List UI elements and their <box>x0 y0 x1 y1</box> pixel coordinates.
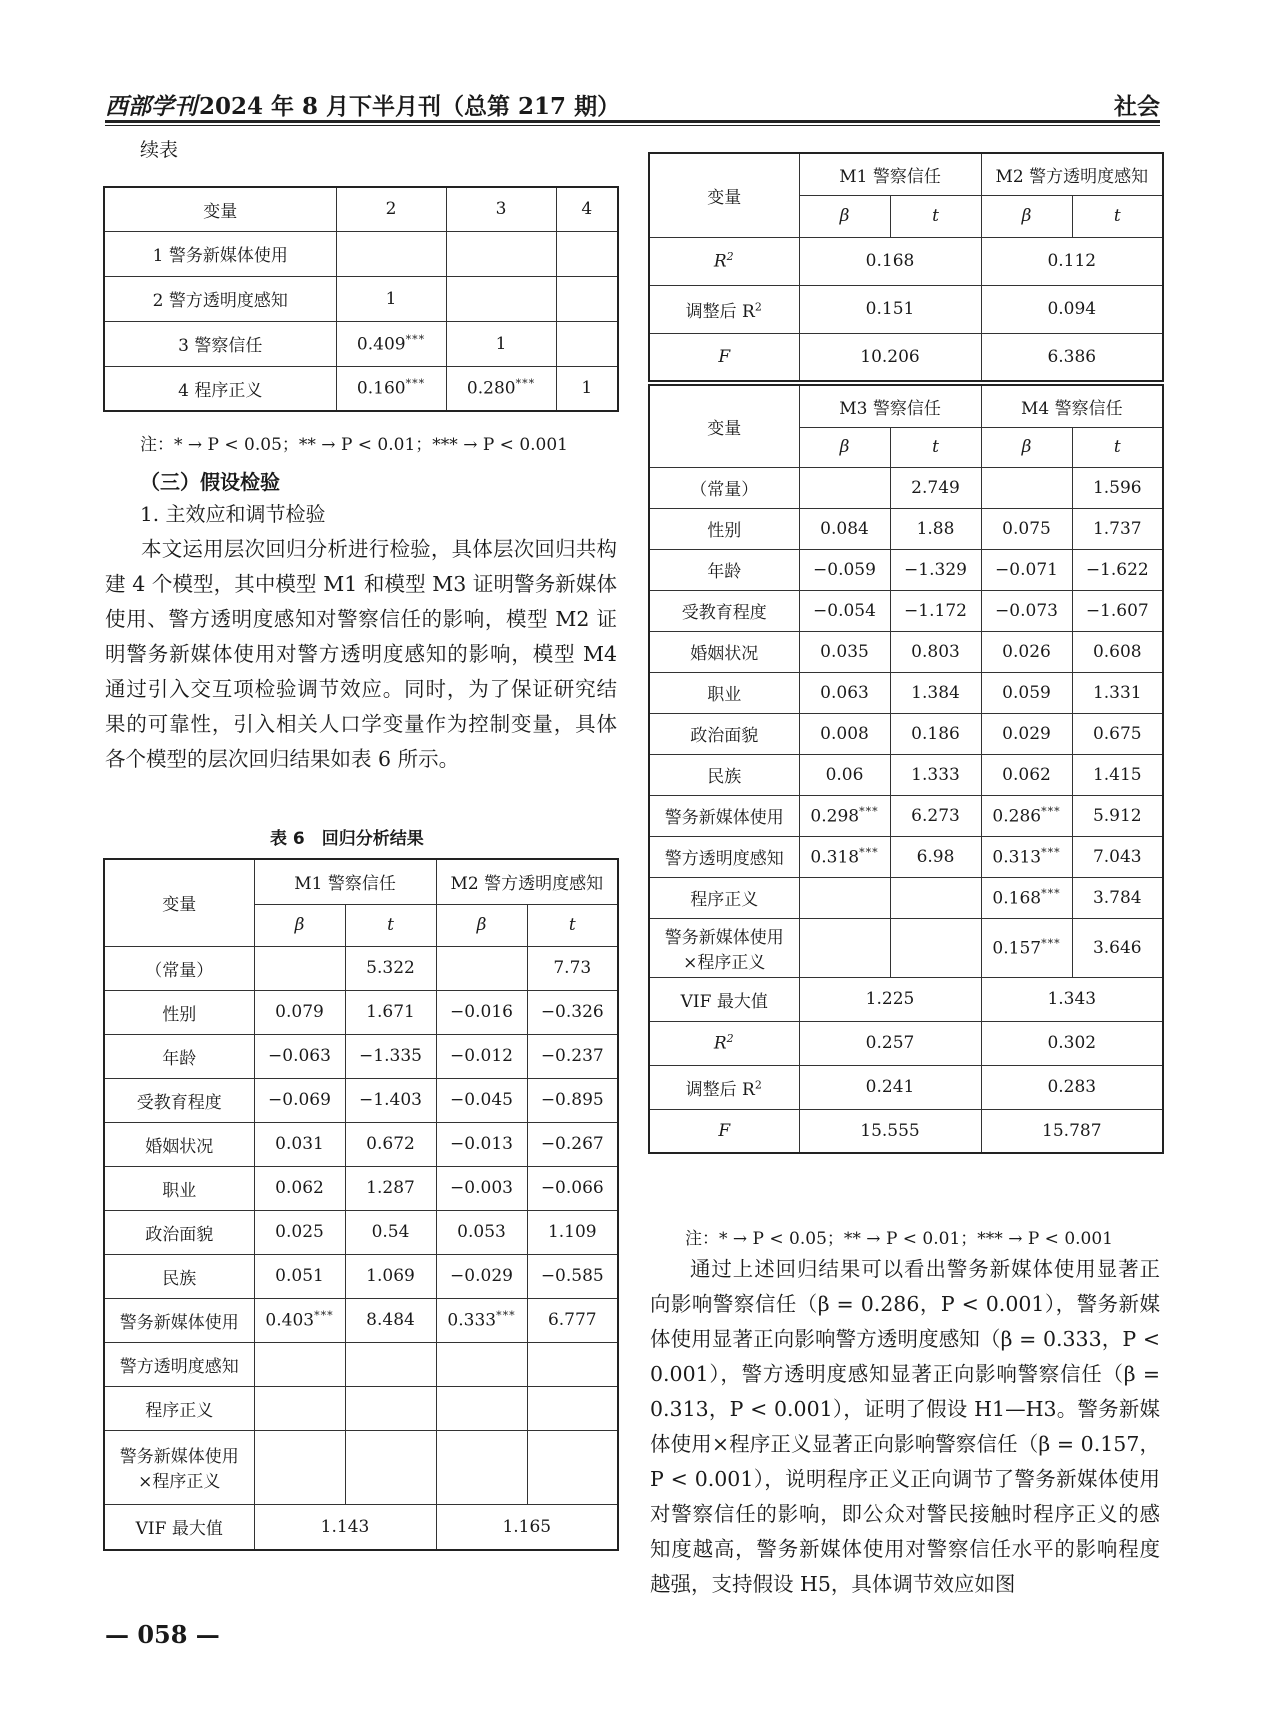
table-cell: −0.066 <box>527 1166 618 1210</box>
row-label: 职业 <box>649 672 799 713</box>
table-cell: −1.172 <box>890 590 981 631</box>
table-cell: 6.98 <box>890 836 981 877</box>
table-row <box>104 946 618 990</box>
table-row <box>104 1034 618 1078</box>
table-row <box>104 1122 618 1166</box>
corr-cell: 0.160*** <box>336 366 446 411</box>
table-cell <box>436 1342 527 1386</box>
regression-table-6 <box>103 858 619 1551</box>
regression-table-6-cont-top <box>648 152 1164 382</box>
table-cell: 3.646 <box>1072 918 1163 977</box>
page-header <box>105 88 1160 122</box>
table-cell: 1.287 <box>345 1166 436 1210</box>
table-cell: 0.672 <box>345 1122 436 1166</box>
table-row <box>104 1298 618 1342</box>
f-label: F <box>649 1109 799 1153</box>
table-cell: 1.671 <box>345 990 436 1034</box>
t-header: t <box>527 904 618 946</box>
table-cell: −0.045 <box>436 1078 527 1122</box>
table-cell: −0.013 <box>436 1122 527 1166</box>
table-row <box>649 672 1163 713</box>
corr-cell: 1 <box>556 366 618 411</box>
row-label: （常量） <box>649 467 799 508</box>
model-header-m2: M2 警方透明度感知 <box>436 859 618 904</box>
table-cell <box>345 1342 436 1386</box>
t-header: t <box>890 195 981 237</box>
corr-cell: 1 <box>446 321 556 366</box>
table-cell <box>890 877 981 918</box>
r2-m3: 0.257 <box>799 1021 981 1065</box>
section-label: 社会 <box>1114 93 1160 120</box>
vif-m2: 1.165 <box>436 1504 618 1550</box>
continued-label: 续表 <box>140 139 179 161</box>
corr-cell <box>336 231 446 276</box>
table-cell: −1.607 <box>1072 590 1163 631</box>
corr-cell <box>446 276 556 321</box>
subsection-title: 1. 主效应和调节检验 <box>140 502 326 526</box>
adj-r2-label: 调整后 $R^2$ <box>649 285 799 333</box>
table-cell: 0.333*** <box>436 1298 527 1342</box>
f-m1: 10.206 <box>799 333 981 381</box>
table-cell <box>799 877 890 918</box>
table-row <box>104 990 618 1034</box>
row-label: 程序正义 <box>649 877 799 918</box>
table-cell: −0.016 <box>436 990 527 1034</box>
table-cell: −0.012 <box>436 1034 527 1078</box>
table-cell <box>254 1386 345 1430</box>
significance-note-2: 注：* → P < 0.05；** → P < 0.01；*** → P < 0.001 <box>685 1229 1113 1249</box>
vif-m4: 1.343 <box>981 977 1163 1021</box>
table-cell: 0.403*** <box>254 1298 345 1342</box>
row-label: 性别 <box>649 508 799 549</box>
page-number: — 058 — <box>105 1620 220 1649</box>
corr-header: 2 <box>336 187 446 231</box>
t-header: t <box>890 427 981 467</box>
vif-m1: 1.143 <box>254 1504 436 1550</box>
table-cell: −0.071 <box>981 549 1072 590</box>
regression-table-6-cont-bottom <box>648 384 1164 1154</box>
table-cell: −0.063 <box>254 1034 345 1078</box>
t-header: t <box>1072 195 1163 237</box>
row-label: 政治面貌 <box>104 1210 254 1254</box>
table-cell: 0.286*** <box>981 795 1072 836</box>
t-header: t <box>1072 427 1163 467</box>
row-label: 年龄 <box>649 549 799 590</box>
table-cell: 5.912 <box>1072 795 1163 836</box>
table-cell: 6.273 <box>890 795 981 836</box>
table-row <box>104 1078 618 1122</box>
table-row <box>649 508 1163 549</box>
section-title: （三）假设检验 <box>140 470 280 494</box>
row-label: 婚姻状况 <box>649 631 799 672</box>
corr-var: 4 程序正义 <box>104 366 336 411</box>
row-label: 警方透明度感知 <box>649 836 799 877</box>
var-header: 变量 <box>104 859 254 946</box>
table-cell: 2.749 <box>890 467 981 508</box>
row-label: 民族 <box>104 1254 254 1298</box>
table-cell: −1.329 <box>890 549 981 590</box>
table-cell <box>799 467 890 508</box>
corr-cell <box>446 231 556 276</box>
table-cell <box>254 946 345 990</box>
corr-cell <box>556 231 618 276</box>
table-cell: 0.075 <box>981 508 1072 549</box>
body-paragraph-1: 本文运用层次回归分析进行检验，具体层次回归共构建 4 个模型，其中模型 M1 和模型 M3 证明警务新媒体使用、警方透明度感知对警察信任的影响，模型 M2 证明警务新媒体使用对警方透明度感知的影响，模型 M4 通过引入交互项检验调节效应。同时，为了保证研究结果的可靠性，引入相关人口学变量作为控制变量，具体各个模型的层次回归结果如表 6 所示。 <box>105 537 617 771</box>
f-m2: 6.386 <box>981 333 1163 381</box>
model-header-m2: M2 警方透明度感知 <box>981 153 1163 195</box>
table-cell: 0.026 <box>981 631 1072 672</box>
table-row <box>104 1342 618 1386</box>
table-cell <box>436 1430 527 1504</box>
table-cell: 0.029 <box>981 713 1072 754</box>
corr-cell: 0.280*** <box>446 366 556 411</box>
var-header: 变量 <box>649 385 799 467</box>
table-cell: 0.025 <box>254 1210 345 1254</box>
adj-r2-label: 调整后 $R^2$ <box>649 1065 799 1109</box>
corr-cell <box>556 321 618 366</box>
table-cell: 7.043 <box>1072 836 1163 877</box>
adj-r2-m2: 0.094 <box>981 285 1163 333</box>
table-cell: 0.318*** <box>799 836 890 877</box>
table-row <box>104 1386 618 1430</box>
row-label: 受教育程度 <box>649 590 799 631</box>
table-cell: 0.062 <box>254 1166 345 1210</box>
corr-var: 2 警方透明度感知 <box>104 276 336 321</box>
table-cell: 0.157*** <box>981 918 1072 977</box>
table-cell: 1.333 <box>890 754 981 795</box>
table-cell: 1.384 <box>890 672 981 713</box>
table-cell: −1.622 <box>1072 549 1163 590</box>
model-header-m1: M1 警察信任 <box>254 859 436 904</box>
corr-cell: 0.409*** <box>336 321 446 366</box>
table-cell <box>436 1386 527 1430</box>
table-cell: 0.008 <box>799 713 890 754</box>
adj-r2-m1: 0.151 <box>799 285 981 333</box>
table-row <box>649 631 1163 672</box>
vif-label: VIF 最大值 <box>649 977 799 1021</box>
table-cell: −0.267 <box>527 1122 618 1166</box>
row-label: 警方透明度感知 <box>104 1342 254 1386</box>
header-rule <box>105 120 1160 123</box>
table-cell <box>527 1430 618 1504</box>
f-m4: 15.787 <box>981 1109 1163 1153</box>
table-cell: 0.062 <box>981 754 1072 795</box>
table-row <box>649 877 1163 918</box>
table-cell: −0.059 <box>799 549 890 590</box>
significance-note: 注：* → P < 0.05；** → P < 0.01；*** → P < 0.001 <box>140 435 568 455</box>
interaction-label: 警务新媒体使用 ×程序正义 <box>104 1430 254 1504</box>
corr-cell: 1 <box>336 276 446 321</box>
table-cell <box>345 1430 436 1504</box>
table-row <box>104 1210 618 1254</box>
row-label: 警务新媒体使用 <box>649 795 799 836</box>
table-cell: 0.035 <box>799 631 890 672</box>
table-cell: 1.88 <box>890 508 981 549</box>
table-cell: 1.737 <box>1072 508 1163 549</box>
table-cell: 0.06 <box>799 754 890 795</box>
table-cell <box>254 1342 345 1386</box>
table-cell: 0.063 <box>799 672 890 713</box>
correlation-table <box>103 186 619 412</box>
row-label: 年龄 <box>104 1034 254 1078</box>
r2-m4: 0.302 <box>981 1021 1163 1065</box>
journal-logo: 西部学刊 <box>105 93 197 120</box>
table-cell <box>981 467 1072 508</box>
beta-header: β <box>981 427 1072 467</box>
issue-label: 2024 年 8 月下半月刊（总第 217 期） <box>199 93 621 120</box>
table-cell: 0.54 <box>345 1210 436 1254</box>
table-row <box>649 713 1163 754</box>
row-label: 政治面貌 <box>649 713 799 754</box>
row-label: 受教育程度 <box>104 1078 254 1122</box>
table-cell: 0.051 <box>254 1254 345 1298</box>
table-cell: 0.059 <box>981 672 1072 713</box>
table-cell: −0.054 <box>799 590 890 631</box>
table-cell: −1.335 <box>345 1034 436 1078</box>
table-cell <box>254 1430 345 1504</box>
table-cell <box>436 946 527 990</box>
model-header-m1: M1 警察信任 <box>799 153 981 195</box>
table-cell <box>345 1386 436 1430</box>
row-label: 婚姻状况 <box>104 1122 254 1166</box>
vif-m3: 1.225 <box>799 977 981 1021</box>
table-cell: −0.069 <box>254 1078 345 1122</box>
beta-header: β <box>799 195 890 237</box>
model-header-m4: M4 警察信任 <box>981 385 1163 427</box>
table-cell: 0.186 <box>890 713 981 754</box>
table-row <box>649 836 1163 877</box>
table-cell: 6.777 <box>527 1298 618 1342</box>
table-cell: 1.596 <box>1072 467 1163 508</box>
table-cell: −0.895 <box>527 1078 618 1122</box>
table-cell: 7.73 <box>527 946 618 990</box>
corr-header: 4 <box>556 187 618 231</box>
f-label: F <box>649 333 799 381</box>
f-m3: 15.555 <box>799 1109 981 1153</box>
table-cell: 1.069 <box>345 1254 436 1298</box>
table-cell: 8.484 <box>345 1298 436 1342</box>
table-cell: 5.322 <box>345 946 436 990</box>
row-label: （常量） <box>104 946 254 990</box>
table-row <box>649 467 1163 508</box>
beta-header: β <box>436 904 527 946</box>
beta-header: β <box>799 427 890 467</box>
corr-cell <box>556 276 618 321</box>
table-cell: −0.029 <box>436 1254 527 1298</box>
corr-var: 3 警察信任 <box>104 321 336 366</box>
interaction-label: 警务新媒体使用 ×程序正义 <box>649 918 799 977</box>
corr-header: 变量 <box>104 187 336 231</box>
table-cell <box>527 1386 618 1430</box>
table-cell: 0.053 <box>436 1210 527 1254</box>
journal-issue <box>105 88 620 121</box>
table-cell: 0.298*** <box>799 795 890 836</box>
r2-label: $R^2$ <box>649 237 799 285</box>
t-header: t <box>345 904 436 946</box>
table-cell <box>527 1342 618 1386</box>
table-row <box>649 590 1163 631</box>
table-cell: −0.326 <box>527 990 618 1034</box>
table-cell: 1.331 <box>1072 672 1163 713</box>
corr-header: 3 <box>446 187 556 231</box>
model-header-m3: M3 警察信任 <box>799 385 981 427</box>
table-cell <box>890 918 981 977</box>
r2-label: $R^2$ <box>649 1021 799 1065</box>
table-cell: −0.585 <box>527 1254 618 1298</box>
table-cell: 0.168*** <box>981 877 1072 918</box>
beta-header: β <box>981 195 1072 237</box>
beta-header: β <box>254 904 345 946</box>
table-cell: −0.073 <box>981 590 1072 631</box>
table-cell: 0.803 <box>890 631 981 672</box>
vif-label: VIF 最大值 <box>104 1504 254 1550</box>
r2-m2: 0.112 <box>981 237 1163 285</box>
table-cell: −0.003 <box>436 1166 527 1210</box>
table-cell: 0.608 <box>1072 631 1163 672</box>
table-cell: 1.415 <box>1072 754 1163 795</box>
table6-caption: 表 6 回归分析结果 <box>270 829 424 849</box>
table-row <box>649 549 1163 590</box>
table-cell: 1.109 <box>527 1210 618 1254</box>
adj-r2-m3: 0.241 <box>799 1065 981 1109</box>
table-cell: 0.031 <box>254 1122 345 1166</box>
table-row <box>104 1166 618 1210</box>
row-label: 职业 <box>104 1166 254 1210</box>
row-label: 警务新媒体使用 <box>104 1298 254 1342</box>
table-row <box>649 795 1163 836</box>
corr-var: 1 警务新媒体使用 <box>104 231 336 276</box>
table-row <box>104 1254 618 1298</box>
header-rule-thin <box>105 125 1160 126</box>
body-paragraph-2: 通过上述回归结果可以看出警务新媒体使用显著正向影响警察信任（β = 0.286，P < 0.001），警务新媒体使用显著正向影响警方透明度感知（β = 0.333，P < 0.001），警方透明度感知显著正向影响警察信任（β = 0.313，P < 0.001），证明了假设 H1—H3。警务新媒体使用×程序正义显著正向影响警察信任（β = 0.157，P < 0.001），说明程序正义正向调节了警务新媒体使用对警察信任的影响，即公众对警民接触时程序正义的感知度越高，警务新媒体使用对警察信任水平的影响程度越强，支持假设 H5，具体调节效应如图 <box>650 1257 1160 1596</box>
table-cell: 0.675 <box>1072 713 1163 754</box>
r2-m1: 0.168 <box>799 237 981 285</box>
table-cell: −0.237 <box>527 1034 618 1078</box>
table-cell: 0.084 <box>799 508 890 549</box>
row-label: 程序正义 <box>104 1386 254 1430</box>
adj-r2-m4: 0.283 <box>981 1065 1163 1109</box>
table-cell: 3.784 <box>1072 877 1163 918</box>
table-cell: 0.079 <box>254 990 345 1034</box>
table-cell: −1.403 <box>345 1078 436 1122</box>
row-label: 性别 <box>104 990 254 1034</box>
var-header: 变量 <box>649 153 799 237</box>
table-cell: 0.313*** <box>981 836 1072 877</box>
row-label: 民族 <box>649 754 799 795</box>
table-cell <box>799 918 890 977</box>
table-row <box>649 754 1163 795</box>
